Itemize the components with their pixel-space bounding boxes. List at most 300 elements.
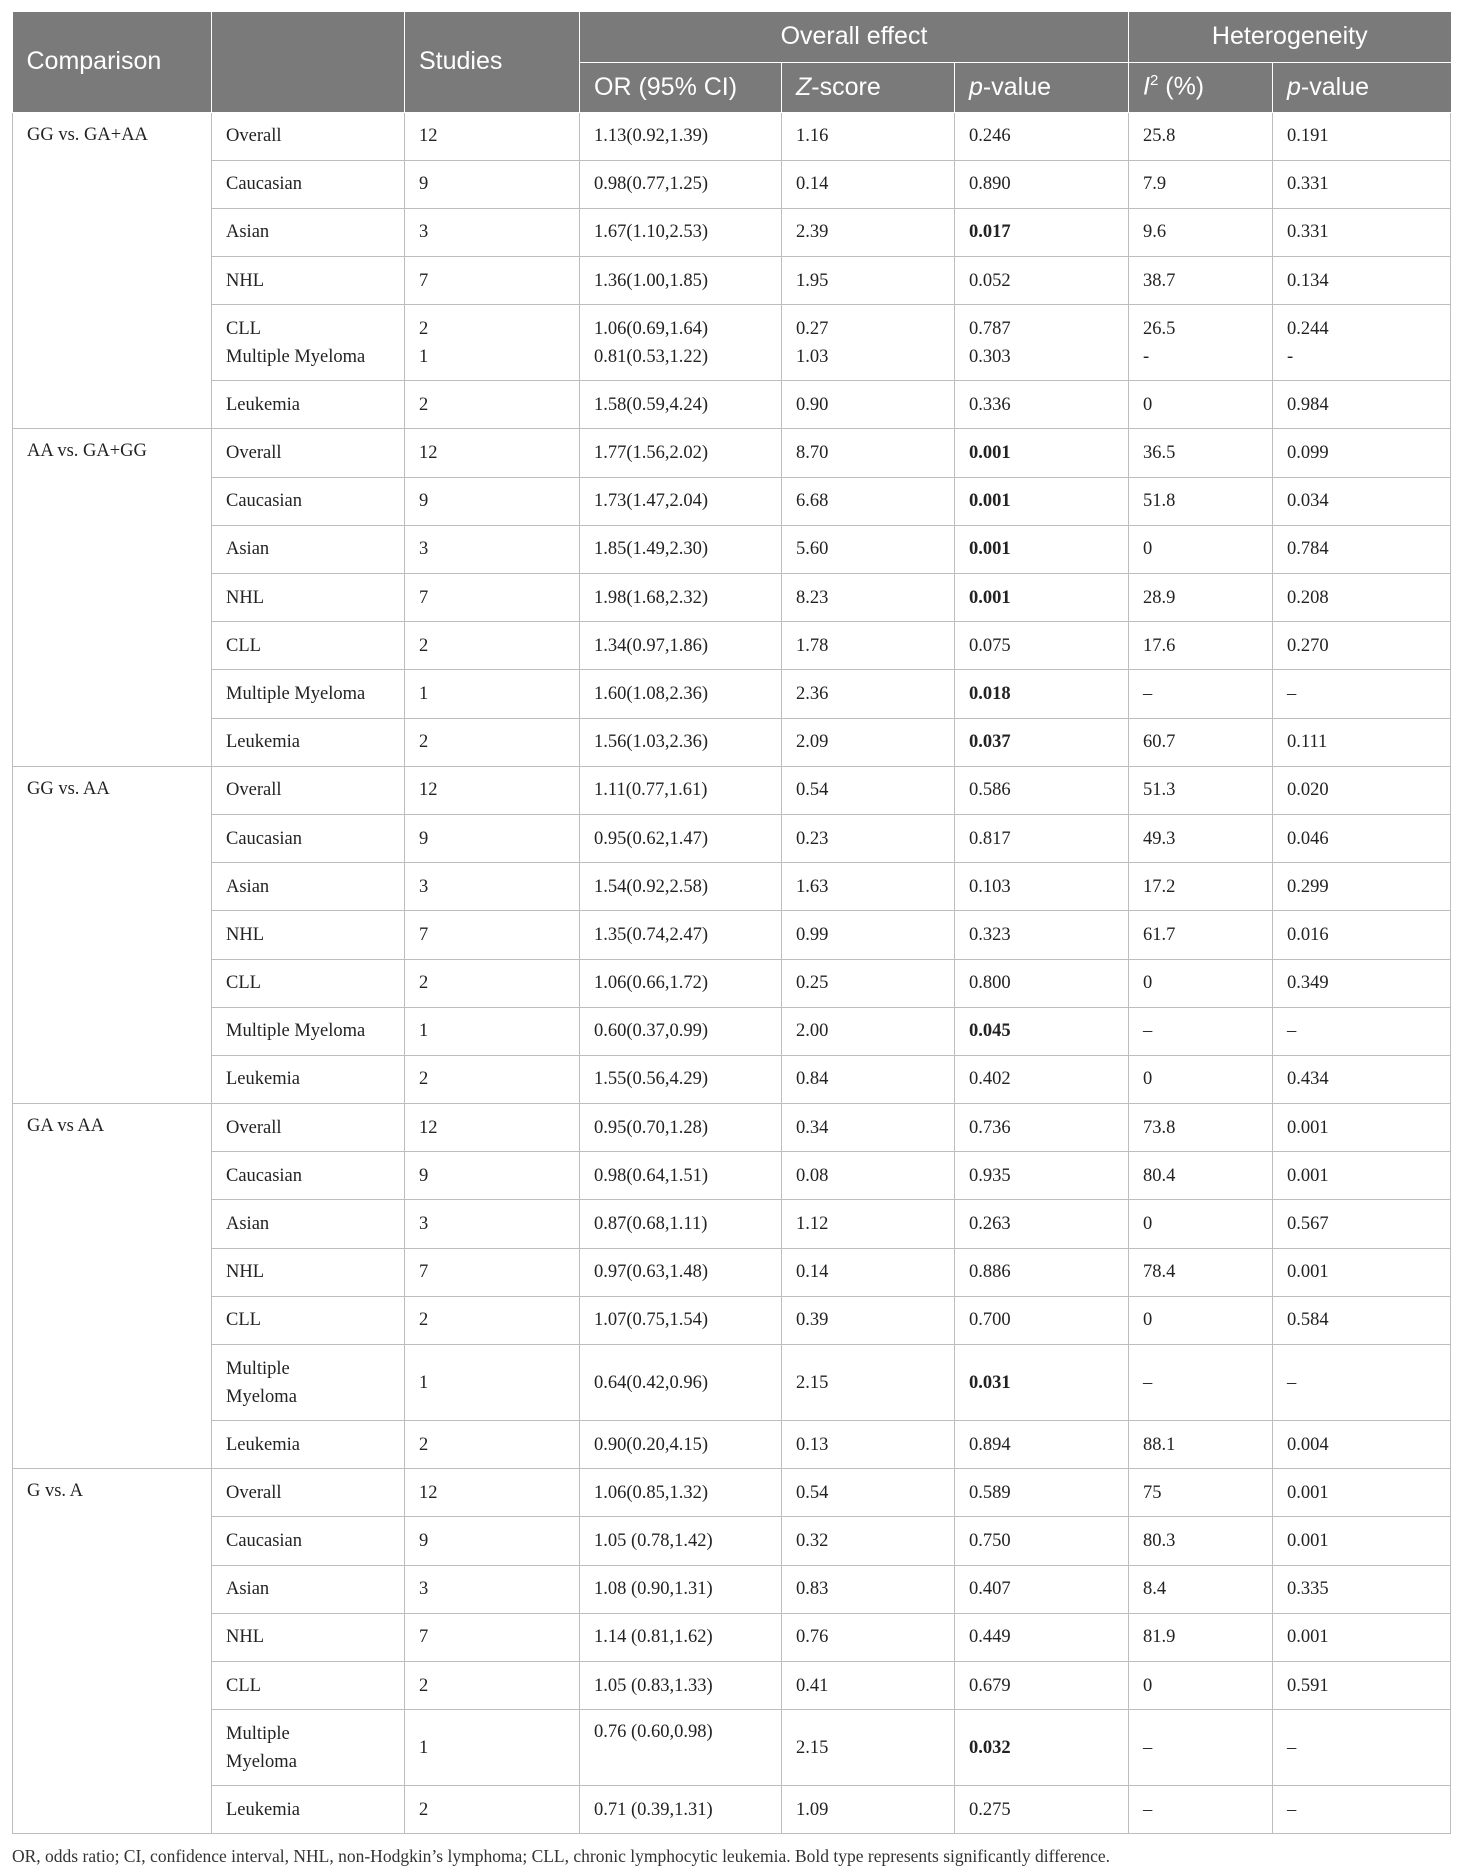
or-ci-cell-value: 1.06(0.85,1.32) [594, 1482, 709, 1503]
or-ci-cell-value: 1.13(0.92,1.39) [594, 126, 709, 147]
z-score-cell-value: 0.23 [796, 828, 829, 849]
z-score-cell-value: 8.23 [796, 587, 829, 608]
table-row [13, 1345, 1451, 1421]
p-value-cell [955, 477, 1129, 525]
subgroup-cell-value: Overall [226, 1482, 282, 1503]
heterogeneity-p-cell [1273, 1152, 1451, 1200]
studies-cell [405, 1469, 580, 1517]
subgroup-cell [212, 1007, 405, 1055]
p-value-cell [955, 911, 1129, 959]
i2-cell-value: 0 [1143, 539, 1153, 560]
i2-cell [1129, 208, 1273, 256]
heterogeneity-p-cell-value: 0.331 [1287, 174, 1329, 195]
subgroup-cell [212, 257, 405, 305]
table-row [13, 1565, 1451, 1613]
table-row [13, 1786, 1451, 1834]
heterogeneity-p-cell-value: 0.001 [1287, 1482, 1329, 1503]
p-value-cell [955, 814, 1129, 862]
table-row [13, 1248, 1451, 1296]
studies-cell-value: 2 [419, 1799, 429, 1820]
subgroup-cell [212, 1055, 405, 1103]
p-value-cell [955, 1200, 1129, 1248]
subgroup-cell [212, 1296, 405, 1344]
studies-cell [405, 208, 580, 256]
studies-cell [405, 1248, 580, 1296]
z-score-cell [782, 814, 955, 862]
or-ci-cell-value-2: 0.81(0.53,1.22) [594, 346, 709, 367]
studies-cell [405, 257, 580, 305]
subgroup-cell [212, 1613, 405, 1661]
meta-analysis-table [12, 12, 1451, 1834]
heterogeneity-p-cell [1273, 1200, 1451, 1248]
heterogeneity-p-cell-value: 0.001 [1287, 1262, 1329, 1283]
i2-cell [1129, 1296, 1273, 1344]
i2-cell [1129, 112, 1273, 160]
or-ci-cell-value: 0.95(0.62,1.47) [594, 828, 709, 849]
p-value-cell-value: 0.275 [969, 1799, 1011, 1820]
p-value-cell-value: 0.679 [969, 1675, 1011, 1696]
subgroup-cell [212, 1710, 405, 1786]
i2-cell [1129, 1152, 1273, 1200]
i2-cell [1129, 381, 1273, 429]
z-score-cell [782, 1661, 955, 1709]
subgroup-cell-value: Multiple Myeloma [226, 683, 366, 704]
or-ci-cell-value: 0.98(0.77,1.25) [594, 174, 709, 195]
subgroup-cell-value: Overall [226, 126, 282, 147]
heterogeneity-p-cell [1273, 959, 1451, 1007]
z-score-cell [782, 1104, 955, 1152]
i2-cell [1129, 257, 1273, 305]
studies-cell-value: 2 [419, 394, 429, 415]
i2-cell [1129, 622, 1273, 670]
i2-cell-value: 73.8 [1143, 1117, 1176, 1138]
subgroup-cell-value: Leukemia [226, 1434, 300, 1455]
p-value-cell-value: 0.787 [969, 318, 1011, 339]
subgroup-cell [212, 959, 405, 1007]
i2-cell-value: 0 [1143, 1069, 1153, 1090]
z-score-cell-value: 2.39 [796, 222, 829, 243]
i2-cell [1129, 574, 1273, 622]
p-value-cell-value: 0.018 [969, 683, 1011, 704]
z-score-cell-value: 1.78 [796, 635, 829, 656]
z-score-cell-value: 2.15 [796, 1372, 829, 1393]
z-score-cell [782, 305, 955, 381]
heterogeneity-p-cell [1273, 1710, 1451, 1786]
i2-cell [1129, 305, 1273, 381]
subgroup-cell-value: Asian [226, 1579, 270, 1600]
heterogeneity-p-cell [1273, 1055, 1451, 1103]
i2-cell-value: – [1143, 683, 1153, 704]
p-value-cell-value: 0.886 [969, 1262, 1011, 1283]
p-value-cell-value: 0.032 [969, 1737, 1011, 1758]
i2-cell-value: 61.7 [1143, 924, 1176, 945]
i2-cell-value: 51.8 [1143, 491, 1176, 512]
subgroup-cell-value: Overall [226, 780, 282, 801]
studies-cell-value: 12 [419, 780, 438, 801]
p-value-cell-value: 0.001 [969, 491, 1011, 512]
header-comparison: Comparison [13, 12, 212, 112]
studies-cell [405, 814, 580, 862]
z-score-cell [782, 1200, 955, 1248]
p-value-cell [955, 1345, 1129, 1421]
z-score-cell [782, 160, 955, 208]
or-ci-cell-value: 0.90(0.20,4.15) [594, 1434, 709, 1455]
i2-cell [1129, 1421, 1273, 1469]
or-ci-cell [580, 1200, 782, 1248]
p-value-cell-value-2: 0.303 [969, 346, 1011, 367]
studies-cell-value: 7 [419, 587, 429, 608]
i2-cell-value: 0 [1143, 1214, 1153, 1235]
studies-cell-value: 2 [419, 1675, 429, 1696]
or-ci-cell [580, 1517, 782, 1565]
table-row [13, 477, 1451, 525]
studies-cell-value: 7 [419, 1627, 429, 1648]
or-ci-cell-value: 1.34(0.97,1.86) [594, 635, 709, 656]
heterogeneity-p-cell [1273, 381, 1451, 429]
subgroup-cell [212, 814, 405, 862]
table-container [12, 12, 1450, 1834]
p-value-cell-value: 0.449 [969, 1627, 1011, 1648]
or-ci-cell-value: 1.56(1.03,2.36) [594, 732, 709, 753]
p-value-cell [955, 670, 1129, 718]
z-score-cell [782, 622, 955, 670]
studies-cell [405, 1421, 580, 1469]
subgroup-cell [212, 305, 405, 381]
p-value-cell [955, 574, 1129, 622]
subgroup-cell [212, 429, 405, 477]
heterogeneity-p-cell-value: 0.020 [1287, 780, 1329, 801]
heterogeneity-p-cell-value: – [1287, 1372, 1297, 1393]
heterogeneity-p-cell [1273, 305, 1451, 381]
or-ci-cell [580, 1421, 782, 1469]
i2-cell [1129, 477, 1273, 525]
or-ci-cell [580, 160, 782, 208]
or-ci-cell-value: 1.77(1.56,2.02) [594, 443, 709, 464]
studies-cell-value: 12 [419, 443, 438, 464]
z-score-cell [782, 477, 955, 525]
i2-cell-value: 17.2 [1143, 876, 1176, 897]
subgroup-cell [212, 1104, 405, 1152]
i2-cell-value: 51.3 [1143, 780, 1176, 801]
comparison-label: GG vs. AA [13, 766, 212, 1103]
or-ci-cell [580, 1104, 782, 1152]
or-ci-cell [580, 1345, 782, 1421]
z-score-cell-value: 0.76 [796, 1627, 829, 1648]
subgroup-cell-value: Multiple Myeloma [226, 1021, 366, 1042]
p-value-cell-value: 0.031 [969, 1372, 1011, 1393]
z-score-cell [782, 1055, 955, 1103]
i2-cell-value: 26.5 [1143, 318, 1176, 339]
z-score-cell-value: 0.34 [796, 1117, 829, 1138]
i2-cell-value: 9.6 [1143, 222, 1167, 243]
z-score-cell [782, 1248, 955, 1296]
or-ci-cell-value: 1.06(0.66,1.72) [594, 973, 709, 994]
studies-cell-value: 2 [419, 1434, 429, 1455]
subgroup-cell-value-2: Myeloma [226, 1386, 297, 1407]
table-row [13, 863, 1451, 911]
studies-cell-value: 9 [419, 174, 429, 195]
z-score-cell-value: 0.99 [796, 924, 829, 945]
heterogeneity-p-cell [1273, 112, 1451, 160]
p-value-cell [955, 112, 1129, 160]
studies-cell-value: 12 [419, 1117, 438, 1138]
heterogeneity-p-cell [1273, 1565, 1451, 1613]
or-ci-cell-value: 1.67(1.10,2.53) [594, 222, 709, 243]
table-row [13, 766, 1451, 814]
or-ci-cell [580, 1565, 782, 1613]
or-ci-cell-value: 1.36(1.00,1.85) [594, 270, 709, 291]
or-ci-cell-value: 1.11(0.77,1.61) [594, 780, 708, 801]
heterogeneity-p-cell-value: – [1287, 1737, 1297, 1758]
i2-cell [1129, 1007, 1273, 1055]
studies-cell [405, 1152, 580, 1200]
i2-cell [1129, 1345, 1273, 1421]
heterogeneity-p-cell-value: 0.244 [1287, 318, 1329, 339]
table-row [13, 1613, 1451, 1661]
subgroup-cell-value: CLL [226, 973, 261, 994]
studies-cell-value: 1 [419, 1737, 429, 1758]
z-score-cell-value: 0.41 [796, 1675, 829, 1696]
z-score-cell-value: 0.54 [796, 1482, 829, 1503]
heterogeneity-p-cell [1273, 429, 1451, 477]
heterogeneity-p-cell [1273, 1613, 1451, 1661]
subgroup-cell [212, 1152, 405, 1200]
subgroup-cell [212, 1200, 405, 1248]
p-value-cell [955, 622, 1129, 670]
p-value-cell-value: 0.075 [969, 635, 1011, 656]
table-row [13, 1007, 1451, 1055]
studies-cell-value: 7 [419, 1262, 429, 1283]
or-ci-cell-value: 0.95(0.70,1.28) [594, 1117, 709, 1138]
or-ci-cell-value: 0.71 (0.39,1.31) [594, 1799, 713, 1820]
table-row [13, 160, 1451, 208]
z-score-cell [782, 1007, 955, 1055]
i2-cell [1129, 911, 1273, 959]
or-ci-cell-value: 1.54(0.92,2.58) [594, 876, 709, 897]
studies-cell [405, 863, 580, 911]
table-row [13, 1104, 1451, 1152]
subgroup-cell [212, 1421, 405, 1469]
z-score-cell [782, 1469, 955, 1517]
studies-cell-value: 3 [419, 539, 429, 560]
or-ci-cell-value: 0.97(0.63,1.48) [594, 1262, 709, 1283]
z-score-cell-value: 1.63 [796, 876, 829, 897]
studies-cell [405, 112, 580, 160]
i2-cell-value: 0 [1143, 394, 1153, 415]
p-value-cell-value: 0.263 [969, 1214, 1011, 1235]
or-ci-cell [580, 574, 782, 622]
studies-cell [405, 622, 580, 670]
studies-cell [405, 381, 580, 429]
subgroup-cell [212, 670, 405, 718]
p-value-cell [955, 257, 1129, 305]
heterogeneity-p-cell-value: 0.335 [1287, 1579, 1329, 1600]
subgroup-cell [212, 112, 405, 160]
z-score-cell [782, 525, 955, 573]
subgroup-cell-value: CLL [226, 1675, 261, 1696]
i2-cell [1129, 1248, 1273, 1296]
table-row [13, 429, 1451, 477]
i2-cell-value: 38.7 [1143, 270, 1176, 291]
z-score-cell-value: 0.90 [796, 394, 829, 415]
p-value-cell-value: 0.700 [969, 1310, 1011, 1331]
p-value-cell [955, 959, 1129, 1007]
subgroup-cell-value: Multiple [226, 1723, 290, 1744]
table-row [13, 1200, 1451, 1248]
z-score-cell-value: 0.84 [796, 1069, 829, 1090]
heterogeneity-p-cell-value: 0.349 [1287, 973, 1329, 994]
z-score-cell-value: 1.09 [796, 1799, 829, 1820]
z-score-cell-value: 1.95 [796, 270, 829, 291]
heterogeneity-p-cell-value: 0.591 [1287, 1675, 1329, 1696]
i2-cell [1129, 429, 1273, 477]
header-subgroup [212, 12, 405, 112]
z-score-cell [782, 1421, 955, 1469]
or-ci-cell [580, 477, 782, 525]
subgroup-cell-value: Multiple [226, 1358, 290, 1379]
heterogeneity-p-cell-value: 0.208 [1287, 587, 1329, 608]
subgroup-cell-value: Overall [226, 1117, 282, 1138]
or-ci-cell-value: 1.05 (0.78,1.42) [594, 1530, 713, 1551]
header-overall-effect: Overall effect [580, 12, 1129, 62]
subgroup-cell-value: Asian [226, 1214, 270, 1235]
studies-cell-value: 12 [419, 126, 438, 147]
studies-cell [405, 1007, 580, 1055]
comparison-label: GG vs. GA+AA [13, 112, 212, 429]
p-value-cell [955, 1469, 1129, 1517]
p-value-cell [955, 1296, 1129, 1344]
heterogeneity-p-cell-value: 0.016 [1287, 924, 1329, 945]
or-ci-cell-value: 0.60(0.37,0.99) [594, 1021, 709, 1042]
table-row [13, 1296, 1451, 1344]
or-ci-cell [580, 670, 782, 718]
studies-cell [405, 1055, 580, 1103]
subgroup-cell-value: Caucasian [226, 491, 303, 512]
studies-cell-value: 9 [419, 1165, 429, 1186]
i2-cell [1129, 1200, 1273, 1248]
heterogeneity-p-cell-value: – [1287, 1799, 1297, 1820]
i2-cell-value-2: - [1143, 346, 1150, 367]
subgroup-cell [212, 1469, 405, 1517]
or-ci-cell-value: 1.06(0.69,1.64) [594, 318, 709, 339]
i2-cell-value: – [1143, 1021, 1153, 1042]
subgroup-cell-value: NHL [226, 1627, 265, 1648]
or-ci-cell-value: 1.73(1.47,2.04) [594, 491, 709, 512]
or-ci-cell [580, 1248, 782, 1296]
i2-cell-value: – [1143, 1372, 1153, 1393]
or-ci-cell [580, 718, 782, 766]
studies-cell [405, 1710, 580, 1786]
z-score-cell [782, 208, 955, 256]
studies-cell-value: 3 [419, 1579, 429, 1600]
i2-cell-value: 25.8 [1143, 126, 1176, 147]
subgroup-cell [212, 622, 405, 670]
heterogeneity-p-cell [1273, 477, 1451, 525]
z-score-cell-value: 0.39 [796, 1310, 829, 1331]
i2-cell [1129, 1786, 1273, 1834]
i2-cell-value: 0 [1143, 1675, 1153, 1696]
i2-cell [1129, 1710, 1273, 1786]
studies-cell-value: 7 [419, 924, 429, 945]
studies-cell [405, 766, 580, 814]
p-value-cell [955, 863, 1129, 911]
z-score-cell [782, 863, 955, 911]
p-value-cell [955, 381, 1129, 429]
i2-cell-value: 60.7 [1143, 732, 1176, 753]
p-value-cell [955, 208, 1129, 256]
header-heterogeneity-p-value: p-value [1273, 62, 1451, 112]
or-ci-cell [580, 911, 782, 959]
studies-cell [405, 1517, 580, 1565]
header-studies: Studies [405, 12, 580, 112]
table-row [13, 670, 1451, 718]
studies-cell-value: 7 [419, 270, 429, 291]
z-score-cell [782, 670, 955, 718]
subgroup-cell-value: Leukemia [226, 394, 300, 415]
subgroup-cell-value: Caucasian [226, 1530, 303, 1551]
or-ci-cell-value: 1.35(0.74,2.47) [594, 924, 709, 945]
i2-cell-value: 88.1 [1143, 1434, 1176, 1455]
heterogeneity-p-cell [1273, 208, 1451, 256]
table-row [13, 305, 1451, 381]
i2-cell [1129, 525, 1273, 573]
or-ci-cell-value: 0.64(0.42,0.96) [594, 1372, 709, 1393]
p-value-cell [955, 1786, 1129, 1834]
p-value-cell [955, 160, 1129, 208]
studies-cell [405, 477, 580, 525]
subgroup-cell [212, 1565, 405, 1613]
p-value-cell-value: 0.736 [969, 1117, 1011, 1138]
heterogeneity-p-cell-value: 0.299 [1287, 876, 1329, 897]
p-value-cell [955, 718, 1129, 766]
subgroup-cell [212, 208, 405, 256]
studies-cell-value-2: 1 [419, 346, 429, 367]
table-row [13, 525, 1451, 573]
heterogeneity-p-cell [1273, 622, 1451, 670]
i2-cell [1129, 959, 1273, 1007]
heterogeneity-p-cell-value: 0.001 [1287, 1117, 1329, 1138]
subgroup-cell-value: CLL [226, 318, 261, 339]
heterogeneity-p-cell-value: 0.984 [1287, 394, 1329, 415]
heterogeneity-p-cell-value: 0.584 [1287, 1310, 1329, 1331]
z-score-cell [782, 112, 955, 160]
subgroup-cell-value: Leukemia [226, 1799, 300, 1820]
or-ci-cell-value: 1.14 (0.81,1.62) [594, 1627, 713, 1648]
or-ci-cell [580, 429, 782, 477]
p-value-cell [955, 1565, 1129, 1613]
studies-cell [405, 1296, 580, 1344]
i2-cell-value: 75 [1143, 1482, 1162, 1503]
studies-cell-value: 3 [419, 222, 429, 243]
or-ci-cell [580, 1469, 782, 1517]
studies-cell [405, 911, 580, 959]
p-value-cell-value: 0.001 [969, 587, 1011, 608]
z-score-cell-value: 2.15 [796, 1737, 829, 1758]
studies-cell-value: 9 [419, 491, 429, 512]
table-row [13, 959, 1451, 1007]
table-row [13, 208, 1451, 256]
studies-cell [405, 429, 580, 477]
or-ci-cell [580, 305, 782, 381]
heterogeneity-p-cell [1273, 1248, 1451, 1296]
heterogeneity-p-cell-value: 0.434 [1287, 1069, 1329, 1090]
heterogeneity-p-cell [1273, 160, 1451, 208]
studies-cell-value: 9 [419, 1530, 429, 1551]
z-score-cell-value: 0.13 [796, 1434, 829, 1455]
i2-cell-value: 49.3 [1143, 828, 1176, 849]
z-score-cell [782, 911, 955, 959]
heterogeneity-p-cell-value: 0.001 [1287, 1627, 1329, 1648]
